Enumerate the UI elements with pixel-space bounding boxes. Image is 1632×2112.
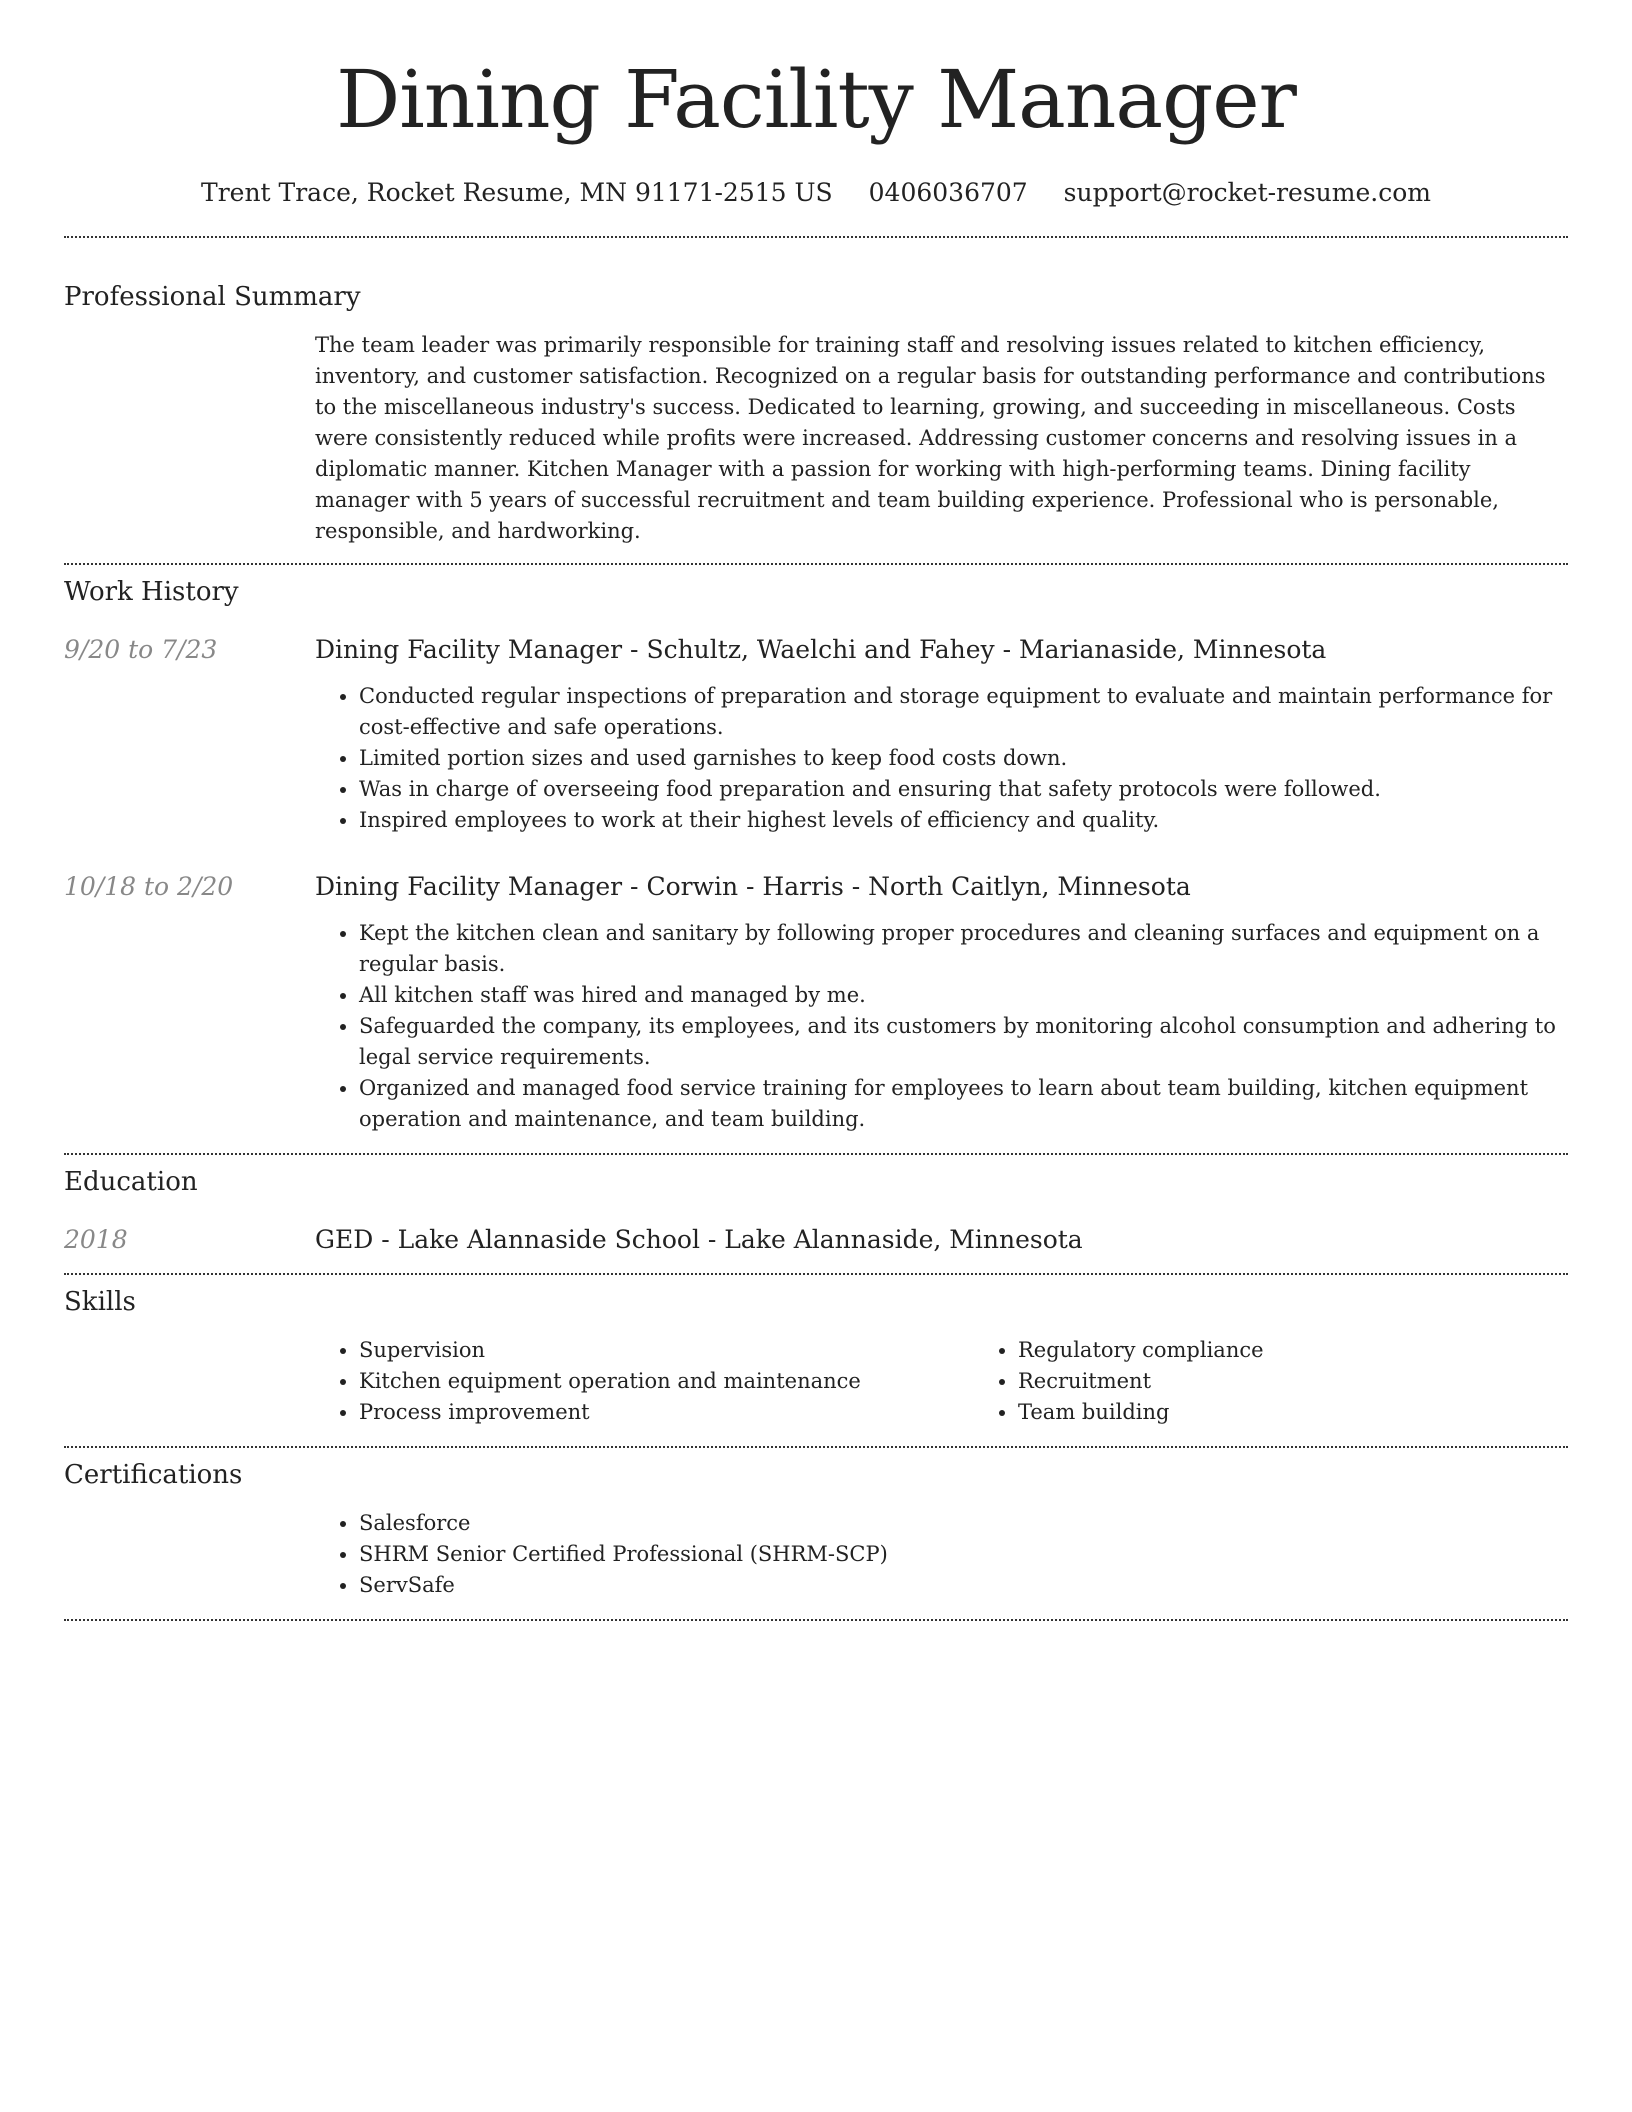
work-history-section bbox=[64, 575, 1568, 1135]
certifications-title: Certifications bbox=[64, 1460, 243, 1490]
job-entry bbox=[64, 633, 1568, 836]
contact-phone: 0406036707 bbox=[868, 178, 1028, 207]
job-bullets bbox=[315, 681, 1568, 836]
skill-item: • Regulatory compliance bbox=[1018, 1335, 1632, 1366]
job-dates: 10/18 to 2/20 bbox=[64, 872, 234, 901]
divider bbox=[64, 236, 1568, 238]
divider bbox=[64, 1446, 1568, 1448]
skill-item: • Process improvement bbox=[359, 1397, 974, 1428]
skill-item: • Kitchen equipment operation and maintenance bbox=[359, 1366, 974, 1397]
skills-title: Skills bbox=[64, 1287, 136, 1317]
divider bbox=[64, 563, 1568, 565]
job-heading: Dining Facility Manager - Schultz, Waelchi and Fahey - Marianaside, Minnesota bbox=[315, 635, 1327, 664]
list-item: • Conducted regular inspections of preparation and storage equipment to evaluate and maintain performance for cost-effective and safe operations. bbox=[359, 681, 1568, 743]
divider bbox=[64, 1153, 1568, 1155]
list-item: • Organized and managed food service training for employees to learn about team building, kitchen equipment operation and maintenance, and team building. bbox=[359, 1073, 1568, 1135]
job-heading: Dining Facility Manager - Corwin - Harris - North Caitlyn, Minnesota bbox=[315, 872, 1191, 901]
summary-section bbox=[64, 280, 1568, 547]
education-section bbox=[64, 1165, 1568, 1257]
job-bullets bbox=[315, 918, 1568, 1135]
certifications-list bbox=[315, 1508, 1568, 1601]
divider bbox=[64, 1273, 1568, 1275]
job-entry bbox=[64, 870, 1568, 1135]
skills-list-left bbox=[315, 1335, 974, 1428]
skill-item: • Recruitment bbox=[1018, 1366, 1632, 1397]
contact-address: Trent Trace, Rocket Resume, MN 91171-2515 US bbox=[201, 178, 833, 207]
work-history-title: Work History bbox=[64, 577, 239, 607]
education-entry bbox=[64, 1223, 1568, 1257]
summary-title: Professional Summary bbox=[64, 282, 361, 312]
certification-item: • Salesforce bbox=[359, 1508, 1568, 1539]
contact-email: support@rocket-resume.com bbox=[1063, 178, 1431, 207]
job-dates: 9/20 to 7/23 bbox=[64, 635, 218, 664]
resume-header bbox=[64, 0, 1568, 210]
list-item: • Kept the kitchen clean and sanitary by following proper procedures and cleaning surfaces and equipment on a regular basis. bbox=[359, 918, 1568, 980]
skills-list-right bbox=[974, 1335, 1632, 1428]
certifications-section bbox=[64, 1458, 1568, 1601]
candidate-name: Dining Facility Manager bbox=[336, 53, 1296, 146]
divider bbox=[64, 1619, 1568, 1621]
skill-item: • Team building bbox=[1018, 1397, 1632, 1428]
list-item: • Limited portion sizes and used garnishes to keep food costs down. bbox=[359, 743, 1568, 774]
contact-line bbox=[64, 176, 1568, 210]
education-year: 2018 bbox=[64, 1225, 128, 1254]
resume-page bbox=[64, 0, 1568, 1621]
certification-item: • ServSafe bbox=[359, 1570, 1568, 1601]
list-item: • Safeguarded the company, its employees, and its customers by monitoring alcohol consumption and adhering to legal service requirements. bbox=[359, 1011, 1568, 1073]
list-item: • All kitchen staff was hired and managed by me. bbox=[359, 980, 1568, 1011]
list-item: • Inspired employees to work at their highest levels of efficiency and quality. bbox=[359, 805, 1568, 836]
skills-section bbox=[64, 1285, 1568, 1428]
education-title: Education bbox=[64, 1167, 198, 1197]
summary-text: The team leader was primarily responsible for training staff and resolving issues related to kitchen efficiency, inventory, and customer satisfaction. Recognized on a regular basis for outstanding performance and contributions to the miscellaneous industry's success. Dedicated to learning, growing, and succeeding in miscellaneous. Costs were consistently reduced while profits were increased. Addressing customer concerns and resolving issues in a diplomatic manner. Kitchen Manager with a passion for working with high-performing teams. Dining facility manager with 5 years of successful recruitment and team building experience. Professional who is personable, responsible, and hardworking. bbox=[315, 333, 1546, 543]
list-item: • Was in charge of overseeing food preparation and ensuring that safety protocols were followed. bbox=[359, 774, 1568, 805]
skill-item: • Supervision bbox=[359, 1335, 974, 1366]
education-heading: GED - Lake Alannaside School - Lake Alannaside, Minnesota bbox=[315, 1225, 1083, 1254]
certification-item: • SHRM Senior Certified Professional (SHRM-SCP) bbox=[359, 1539, 1568, 1570]
